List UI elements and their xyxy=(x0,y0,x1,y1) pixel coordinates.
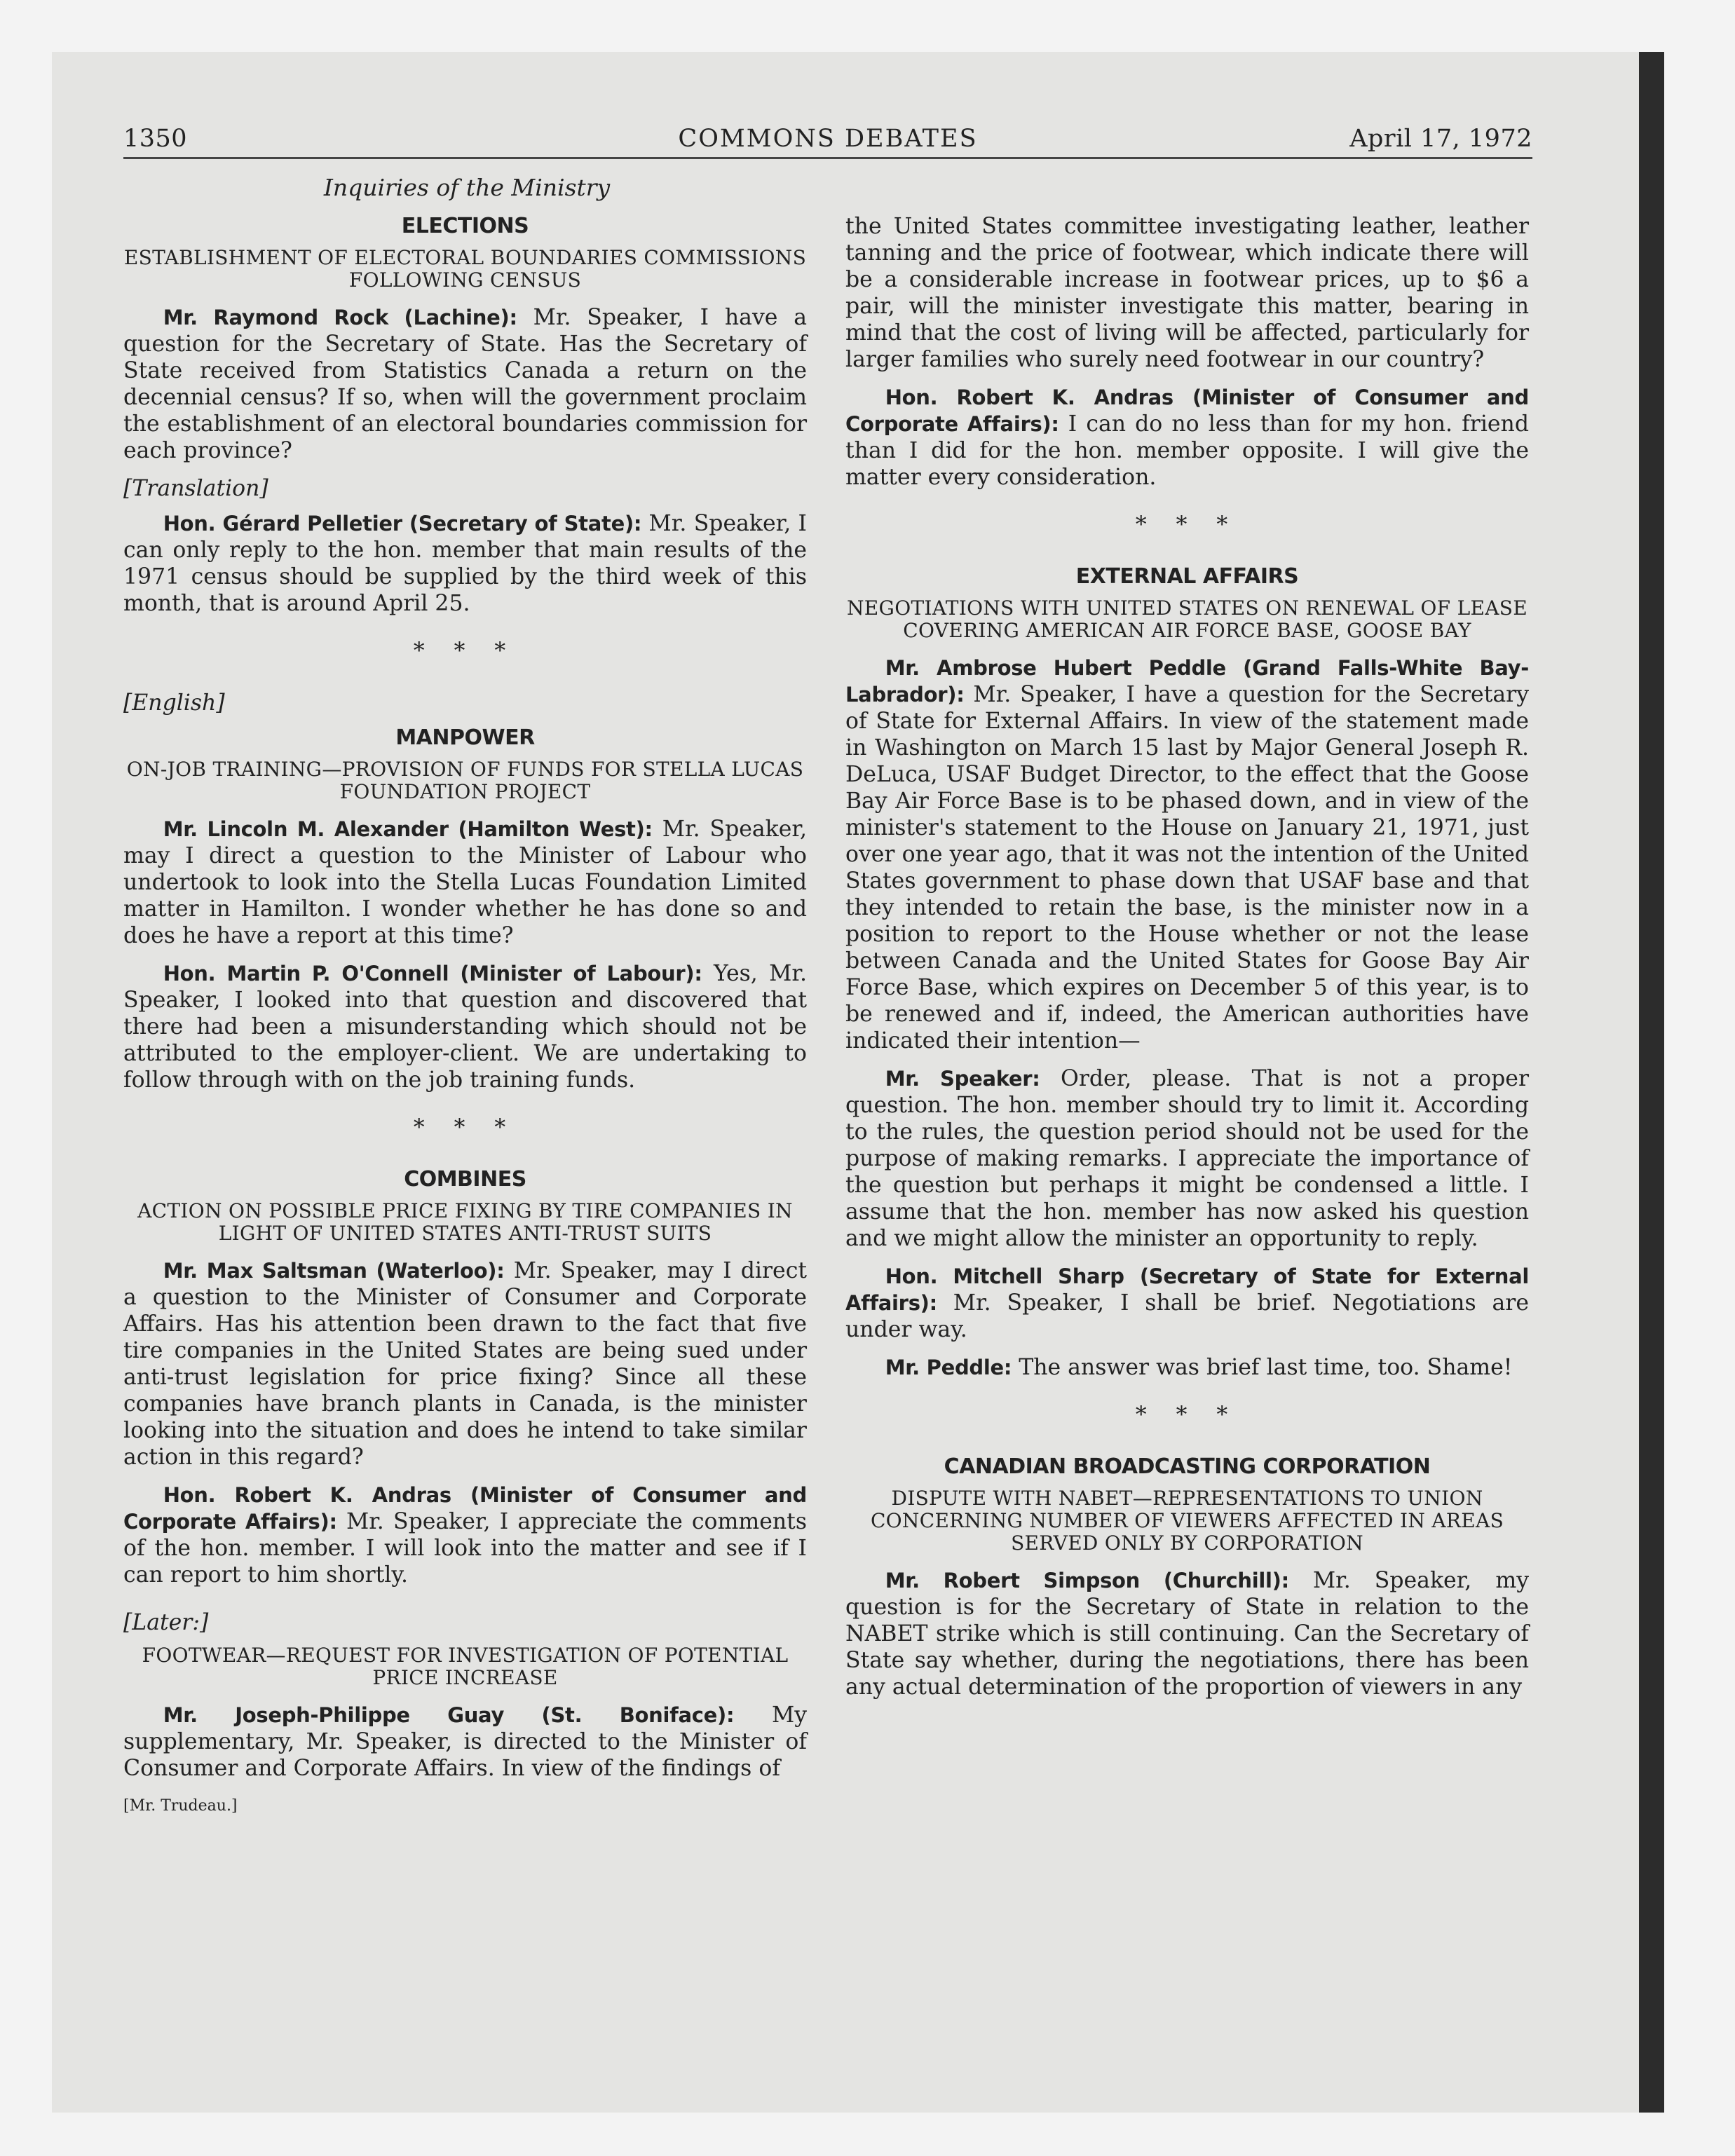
language-tag-translation: [Translation] xyxy=(123,476,268,501)
speaker-name: Mr. Lincoln M. Alexander (Hamilton West): xyxy=(163,817,653,841)
heading-manpower: MANPOWER xyxy=(395,725,535,750)
speech-text: Mr. Speaker, may I direct a question to the Minister of Labour who undertook to look into the Stella Lucas Foundation Limited matter in Hamilton. I wonder whether he has done so and does he have a report at this time? xyxy=(123,817,807,948)
speech-text: Yes, Mr. Speaker, I looked into that question and discovered that there had been a misunderstanding which should not be attributed to the employer-client. We are undertaking to follow through with on the job training funds. xyxy=(123,961,807,1093)
speech-text: Mr. Speaker, my question is for the Secretary of State in relation to the NABET strike which is still continuing. Can the Secretary of State say whether, during the negotiations, there has been any actual determination of the proportion of viewers in any xyxy=(845,1568,1529,1700)
speaker-name: Hon. Mitchell Sharp (Secretary of State for External Affairs): xyxy=(845,1264,1529,1315)
subheading-on-job-training: ON-JOB TRAINING—PROVISION OF FUNDS FOR STELLA LUCAS FOUNDATION PROJECT xyxy=(126,758,804,803)
paragraph-simpson xyxy=(845,1567,1529,1700)
language-tag-english: [English] xyxy=(123,690,225,716)
paragraph-guay-continued: the United States committee investigating leather, leather tanning and the price of footwear, which indicate there will be a considerable increase in footwear prices, up to $6 a pair, will the minister investigate this matter, bearing in mind that the cost of living will be affected, particularly for larger families who surely need footwear in our country? xyxy=(845,214,1529,372)
issue-date: April 17, 1972 xyxy=(1349,125,1532,153)
page-number: 1350 xyxy=(123,125,188,153)
speaker-name: Hon. Robert K. Andras (Minister of Consumer and Corporate Affairs): xyxy=(845,386,1529,436)
section-separator: * * * xyxy=(413,1115,517,1140)
speaker-name: Mr. Peddle: xyxy=(885,1356,1012,1379)
subheading-nabet: DISPUTE WITH NABET—REPRESENTATIONS TO UNION CONCERNING NUMBER OF VIEWERS AFFECTED IN AREAS SERVED ONLY BY CORPORATION xyxy=(870,1487,1504,1555)
paragraph-saltsman xyxy=(123,1257,807,1471)
heading-external-affairs: EXTERNAL AFFAIRS xyxy=(1075,564,1299,589)
section-subheader: Inquiries of the Ministry xyxy=(323,174,611,201)
scan-edge xyxy=(1639,52,1664,2113)
speaker-name: Hon. Gérard Pelletier (Secretary of State): xyxy=(163,512,642,535)
paragraph-pelletier xyxy=(123,510,807,617)
running-header xyxy=(123,125,1532,158)
paragraph-guay xyxy=(123,1702,807,1782)
speech-text: Mr. Speaker, I can only reply to the hon. member that main results of the 1971 census should be supplied by the third week of this month, that is around April 25. xyxy=(123,511,807,616)
speech-text: The answer was brief last time, too. Shame! xyxy=(1019,1355,1513,1380)
speaker-name: Hon. Robert K. Andras (Minister of Consumer and Corporate Affairs): xyxy=(123,1483,807,1534)
speech-text: Mr. Speaker, may I direct a question to the Minister of Consumer and Corporate Affairs. Has his attention been drawn to the fact that five tire companies in the United States are being sued under anti-trust legislation for price fixing? Since all these companies have branch plants in Canada, is the minister looking into the situation and does he intend to take similar action in this regard? xyxy=(123,1258,808,1470)
section-separator: * * * xyxy=(413,639,517,664)
speaker-name: Mr. Joseph-Philippe Guay (St. Boniface): xyxy=(163,1703,735,1727)
header-rule xyxy=(123,157,1532,159)
heading-cbc: CANADIAN BROADCASTING CORPORATION xyxy=(944,1454,1431,1479)
paragraph-peddle xyxy=(845,655,1529,1054)
paragraph-rock xyxy=(123,304,807,464)
publication-title: COMMONS DEBATES xyxy=(678,125,978,153)
speaker-name: Mr. Robert Simpson (Churchill): xyxy=(885,1569,1289,1592)
speech-text: Mr. Speaker, I shall be brief. Negotiations are under way. xyxy=(845,1290,1529,1342)
subheading-footwear: FOOTWEAR—REQUEST FOR INVESTIGATION OF POTENTIAL PRICE INCREASE xyxy=(142,1644,789,1689)
paragraph-sharp xyxy=(845,1263,1529,1343)
speech-text: Mr. Speaker, I appreciate the comments of the hon. member. I will look into the matter and see if I can report to him shortly. xyxy=(123,1509,807,1588)
subheading-goose-bay: NEGOTIATIONS WITH UNITED STATES ON RENEWAL OF LEASE COVERING AMERICAN AIR FORCE BASE, GOOSE BAY xyxy=(846,596,1528,642)
paragraph-andras-footwear xyxy=(845,384,1529,491)
subheading-electoral-boundaries: ESTABLISHMENT OF ELECTORAL BOUNDARIES COMMISSIONS FOLLOWING CENSUS xyxy=(123,246,807,292)
speech-text: My supplementary, Mr. Speaker, is directed to the Minister of Consumer and Corporate Affairs. In view of the findings of xyxy=(123,1703,807,1781)
left-column xyxy=(123,213,807,1820)
subheading-price-fixing: ACTION ON POSSIBLE PRICE FIXING BY TIRE COMPANIES IN LIGHT OF UNITED STATES ANTI-TRUST SUITS xyxy=(137,1199,793,1245)
right-column xyxy=(845,213,1529,1712)
speech-text: Mr. Speaker, I have a question for the Secretary of State. Has the Secretary of State received from Statistics Canada a return on the decennial census? If so, when will the government proclaim the establishment of an electoral boundaries commission for each province? xyxy=(123,305,807,463)
page-footnote: [Mr. Trudeau.] xyxy=(123,1797,238,1815)
speech-text: Mr. Speaker, I have a question for the Secretary of State for External Affairs. In view of the statement made in Washington on March 15 last by Major General Joseph R. DeLuca, USAF Budget Director, to the effect that the Goose Bay Air Force Base is to be phased down, and in view of the minister's statement to the House on January 21, 1971, just over one year ago, that it was not the intention of the United States government to phase down that USAF base and that they intended to retain the base, is the minister now in a position to report to the House whether or not the lease between Canada and the United States for Goose Bay Air Force Base, which expires on December 5 of this year, is to be renewed and if, indeed, the American authorities have indicated their intention— xyxy=(845,682,1529,1053)
speech-text: Order, please. That is not a proper question. The hon. member should try to limit it. According to the rules, the question period should not be used for the purpose of making remarks. I appreciate the importance of the question but perhaps it might be condensed a little. I assume that the hon. member has now asked his question and we might allow the minister an opportunity to reply. xyxy=(845,1066,1530,1251)
section-separator: * * * xyxy=(1135,512,1239,538)
speech-text: I can do no less than for my hon. friend than I did for the hon. member opposite. I will give the matter every consideration. xyxy=(845,411,1530,490)
section-separator: * * * xyxy=(1135,1403,1239,1428)
paragraph-speaker xyxy=(845,1065,1529,1252)
paragraph-peddle-reply xyxy=(845,1354,1529,1381)
later-tag: [Later:] xyxy=(123,1610,209,1635)
speaker-name: Mr. Raymond Rock (Lachine): xyxy=(163,306,517,329)
speaker-name: Mr. Speaker: xyxy=(885,1067,1040,1091)
speaker-name: Hon. Martin P. O'Connell (Minister of Labour): xyxy=(163,962,702,985)
heading-combines: COMBINES xyxy=(404,1167,526,1192)
paragraph-alexander xyxy=(123,816,807,949)
paragraph-oconnell xyxy=(123,960,807,1093)
heading-elections: ELECTIONS xyxy=(401,214,529,238)
speaker-name: Mr. Max Saltsman (Waterloo): xyxy=(163,1259,505,1283)
paragraph-andras xyxy=(123,1482,807,1588)
speaker-name: Mr. Ambrose Hubert Peddle (Grand Falls-White Bay-Labrador): xyxy=(845,656,1529,707)
